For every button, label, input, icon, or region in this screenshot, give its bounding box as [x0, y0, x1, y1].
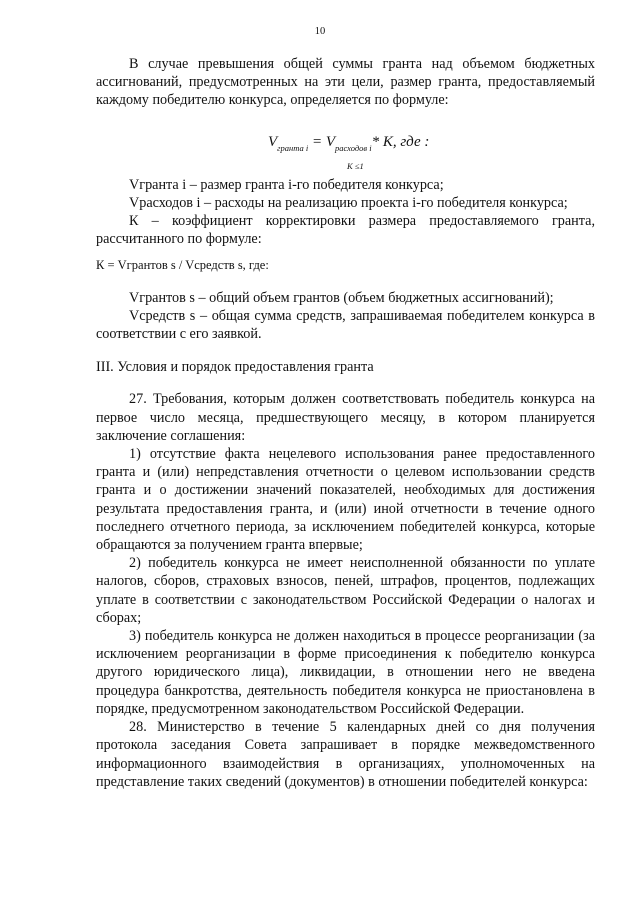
- section-title: III. Условия и порядок предоставления гранта: [96, 359, 374, 376]
- grant-formula: [96, 118, 595, 176]
- grant-formula-expression: [268, 133, 429, 152]
- formula-equals: =: [308, 133, 326, 150]
- paragraph-27-item-3: 3) победитель конкурса не должен находиться в процессе реорганизации (за исключением реорганизации в форме присоединения к победителю конкурса другого юридического лица), ликвидации, в отношении него не введена процедура банкротства, деятельность победителя конкурса не приостановлена в порядке, предусмотренном законодательством Российской Федерации.: [96, 628, 595, 717]
- paragraph-27-item-2: 2) победитель конкурса не имеет неисполненной обязанности по уплате налогов, сборов, страховых взносов, пеней, штрафов, процентов, подлежащих уплате в соответствии с законодательством Российской Федерации о налогах и сборах;: [96, 555, 595, 626]
- paragraph-intro: В случае превышения общей суммы гранта над объемом бюджетных ассигнований, предусмотренных на эти цели, размер гранта, предоставляемый каждому победителю конкурса, определяется по формуле:: [96, 56, 595, 109]
- formula-tail: * K, где :: [371, 133, 430, 150]
- paragraph-27-item-1: 1) отсутствие факта нецелевого использования ранее предоставленного гранта и (или) непредставления отчетности о целевом использовании средств гранта и о достижении значений показателей, необходимых для достижения результата предоставления гранта, и (или) иной отчетности в течение одного последнего отчетного периода, за исключением победителей конкурса, которые обращаются за получением гранта впервые;: [96, 446, 595, 554]
- paragraph-vgrantov: Vгрантов s – общий объем грантов (объем бюджетных ассигнований);: [129, 289, 554, 306]
- page-number: 10: [314, 26, 326, 37]
- paragraph-vsredstv: Vсредств s – общая сумма средств, запрашиваемая победителем конкурса в соответствии с его заявкой.: [96, 307, 595, 343]
- formula-v-expenses: V: [325, 133, 335, 150]
- formula-v-grant: V: [268, 133, 278, 150]
- paragraph-28: 28. Министерство в течение 5 календарных дней со дня получения протокола заседания Совета запрашивает в порядке межведомственного информационного взаимодействия в организациях, уполномоченных на представление таких сведений (документов) в отношении победителей конкурса:: [96, 719, 595, 790]
- k-formula: К = Vгрантов s / Vсредств s, где:: [96, 258, 269, 273]
- document-body: [96, 55, 595, 791]
- paragraph-vrash: Vрасходов i – расходы на реализацию проекта i-го победителя конкурса;: [129, 194, 568, 211]
- paragraph-27: 27. Требования, которым должен соответствовать победитель конкурса на первое число месяца, предшествующего месяцу, в котором планируется заключение соглашения:: [96, 391, 595, 444]
- paragraph-k: К – коэффициент корректировки размера предоставляемого гранта, рассчитанного по формуле:: [96, 213, 595, 248]
- paragraph-vgrant: Vгранта i – размер гранта i-го победителя конкурса;: [129, 176, 444, 193]
- formula-sub-grant: гранта i: [277, 142, 309, 153]
- formula-condition: K ≤1: [347, 160, 364, 171]
- formula-sub-expenses: расходов i: [334, 142, 372, 153]
